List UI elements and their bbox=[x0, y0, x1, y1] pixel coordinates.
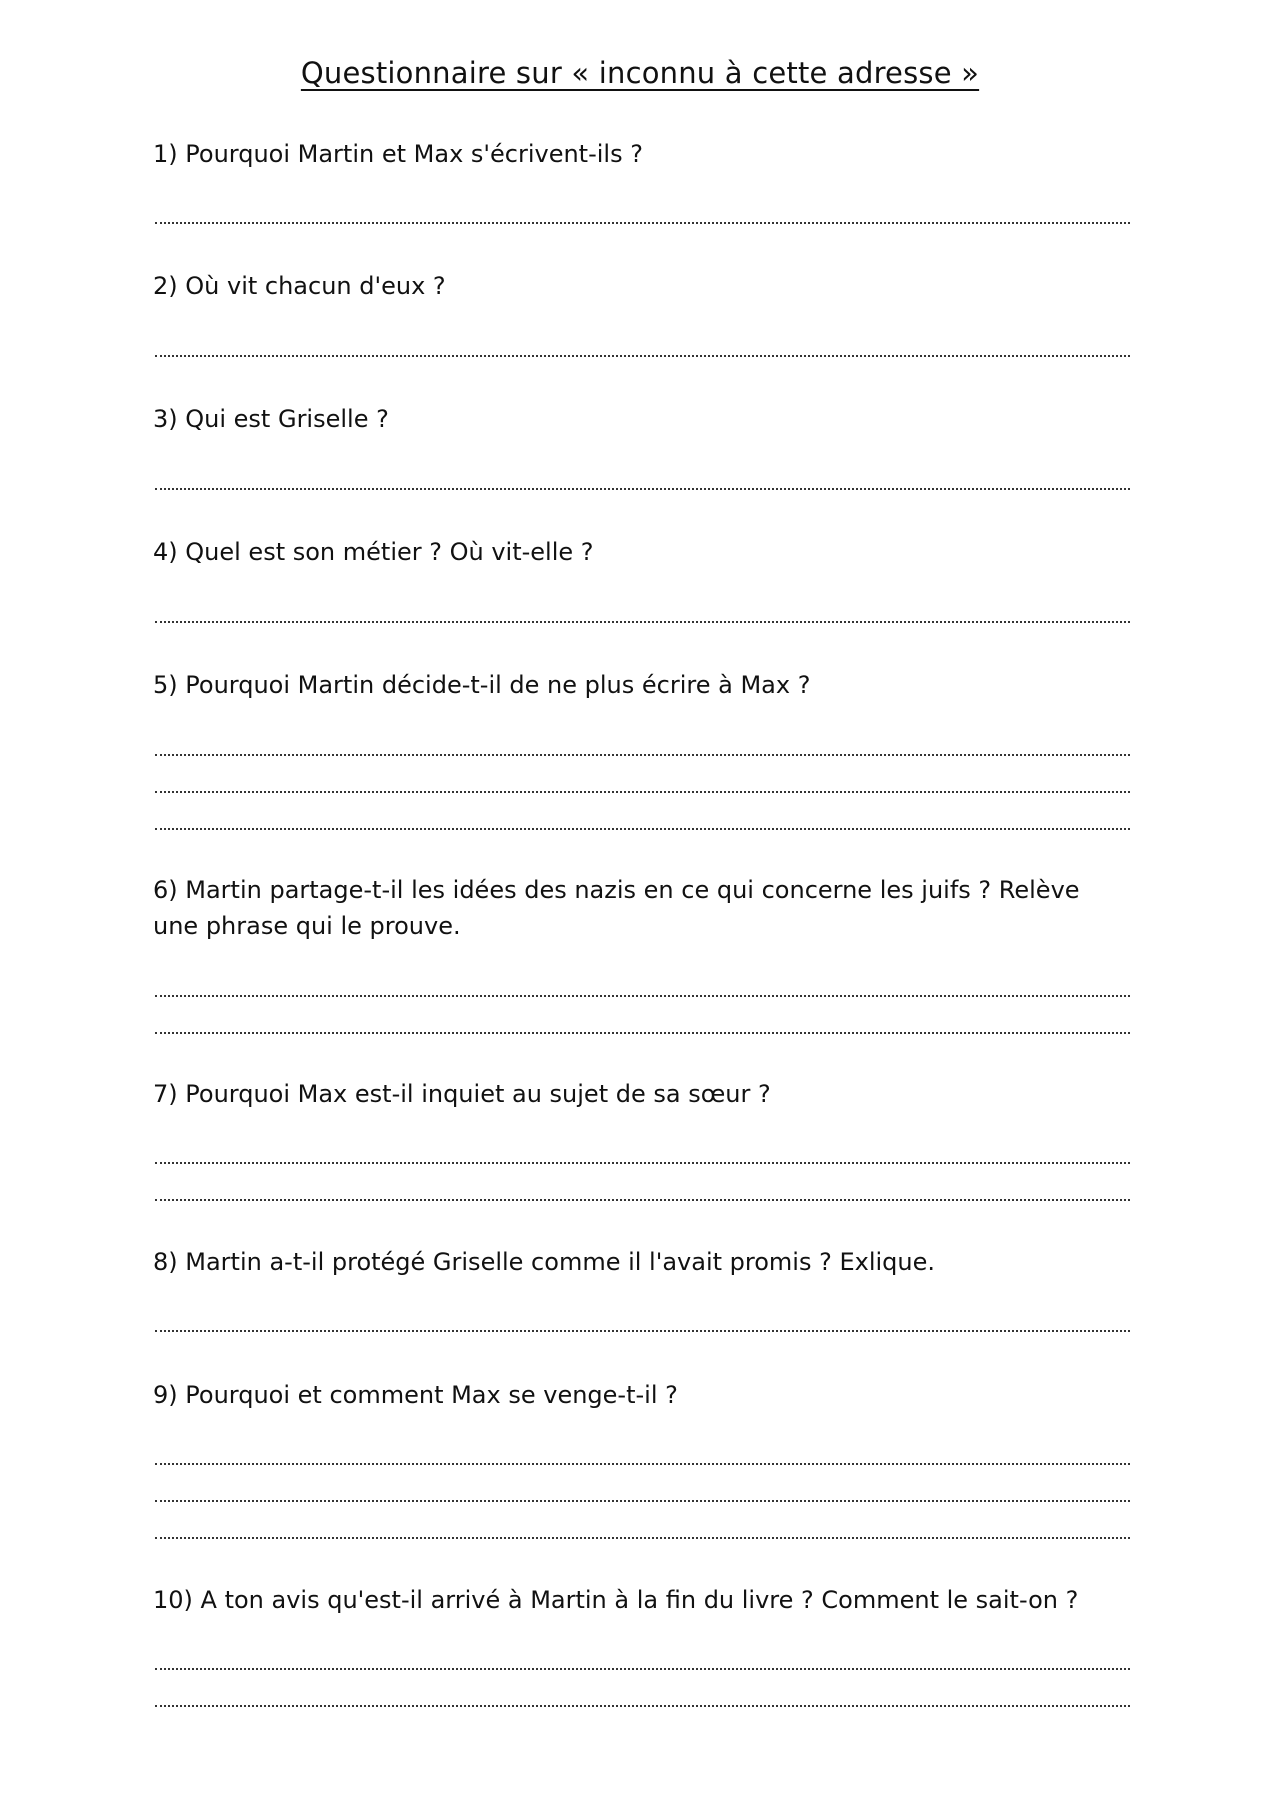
question-6: 6) Martin partage-t-il les idées des nazis en ce qui concerne les juifs ? Relève une phrase qui le prouve. bbox=[153, 876, 1080, 940]
answer-line bbox=[155, 995, 1130, 997]
question-3: 3) Qui est Griselle ? bbox=[153, 405, 389, 433]
answer-line bbox=[155, 1537, 1130, 1539]
answer-line bbox=[155, 621, 1130, 623]
answer-line bbox=[155, 1668, 1130, 1670]
answer-line bbox=[155, 355, 1130, 357]
question-4: 4) Quel est son métier ? Où vit-elle ? bbox=[153, 538, 594, 566]
answer-line bbox=[155, 1500, 1130, 1502]
answer-line bbox=[155, 791, 1130, 793]
question-2: 2) Où vit chacun d'eux ? bbox=[153, 272, 446, 300]
answer-line bbox=[155, 1330, 1130, 1332]
answer-line bbox=[155, 488, 1130, 490]
page-title: Questionnaire sur « inconnu à cette adresse » bbox=[300, 56, 980, 90]
answer-line bbox=[155, 754, 1130, 756]
answer-line bbox=[155, 222, 1130, 224]
question-8: 8) Martin a-t-il protégé Griselle comme il l'avait promis ? Exlique. bbox=[153, 1248, 935, 1276]
answer-line bbox=[155, 1199, 1130, 1201]
question-1: 1) Pourquoi Martin et Max s'écrivent-ils ? bbox=[153, 140, 643, 168]
question-10: 10) A ton avis qu'est-il arrivé à Martin à la fin du livre ? Comment le sait-on ? bbox=[153, 1586, 1079, 1614]
question-5: 5) Pourquoi Martin décide-t-il de ne plus écrire à Max ? bbox=[153, 671, 811, 699]
answer-line bbox=[155, 1032, 1130, 1034]
answer-line bbox=[155, 1162, 1130, 1164]
answer-line bbox=[155, 1463, 1130, 1465]
question-7: 7) Pourquoi Max est-il inquiet au sujet de sa sœur ? bbox=[153, 1080, 771, 1108]
answer-line bbox=[155, 1705, 1130, 1707]
question-9: 9) Pourquoi et comment Max se venge-t-il ? bbox=[153, 1381, 678, 1409]
answer-line bbox=[155, 828, 1130, 830]
